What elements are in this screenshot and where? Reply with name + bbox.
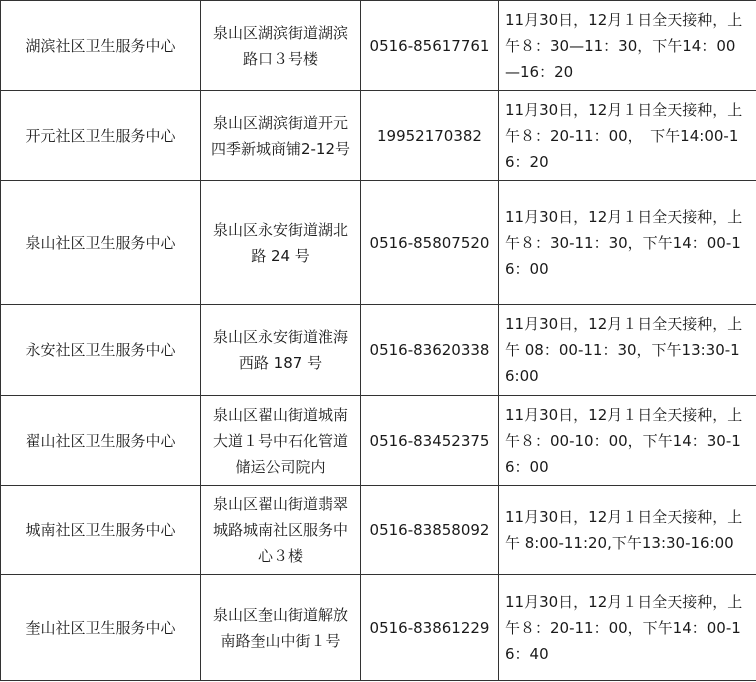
center-name: 奎山社区卫生服务中心	[1, 575, 201, 681]
table-row	[1, 575, 756, 681]
center-address: 泉山区奎山街道解放南路奎山中街１号	[201, 575, 361, 681]
center-phone: 0516-85807520	[361, 181, 499, 305]
vaccination-time: 11月30日，12月１日全天接种，上午８：30-11：30，下午14：00-16：00	[499, 181, 756, 305]
table-body	[1, 1, 756, 681]
center-name: 翟山社区卫生服务中心	[1, 396, 201, 486]
center-name: 泉山社区卫生服务中心	[1, 181, 201, 305]
center-name: 湖滨社区卫生服务中心	[1, 1, 201, 91]
center-phone: 0516-83620338	[361, 305, 499, 396]
vaccination-time: 11月30日，12月１日全天接种，上午８：20-11：00， 下午14:00-16：20	[499, 91, 756, 181]
vaccination-time: 11月30日，12月１日全天接种，上午 8:00-11:20,下午13:30-16:00	[499, 486, 756, 575]
center-address: 泉山区湖滨街道开元四季新城商铺2-12号	[201, 91, 361, 181]
center-phone: 0516-85617761	[361, 1, 499, 91]
table-row	[1, 91, 756, 181]
table-row	[1, 181, 756, 305]
vaccination-time: 11月30日，12月１日全天接种，上午８：20-11：00，下午14：00-16：40	[499, 575, 756, 681]
center-name: 永安社区卫生服务中心	[1, 305, 201, 396]
vaccination-time: 11月30日，12月１日全天接种，上午 08：00-11：30，下午13:30-16:00	[499, 305, 756, 396]
center-name: 开元社区卫生服务中心	[1, 91, 201, 181]
center-address: 泉山区湖滨街道湖滨路口３号楼	[201, 1, 361, 91]
center-address: 泉山区翟山街道翡翠城路城南社区服务中心３楼	[201, 486, 361, 575]
center-address: 泉山区永安街道淮海西路 187 号	[201, 305, 361, 396]
center-phone: 0516-83452375	[361, 396, 499, 486]
center-phone: 0516-83861229	[361, 575, 499, 681]
vaccination-time: 11月30日，12月１日全天接种，上午８：30—11：30，下午14：00—16：20	[499, 1, 756, 91]
center-address: 泉山区永安街道湖北路 24 号	[201, 181, 361, 305]
table-row	[1, 305, 756, 396]
center-phone: 0516-83858092	[361, 486, 499, 575]
vaccination-time: 11月30日，12月１日全天接种，上午８：00-10：00，下午14：30-16：00	[499, 396, 756, 486]
table-row	[1, 486, 756, 575]
center-phone: 19952170382	[361, 91, 499, 181]
table-row	[1, 396, 756, 486]
center-address: 泉山区翟山街道城南大道１号中石化管道储运公司院内	[201, 396, 361, 486]
table-row	[1, 1, 756, 91]
center-name: 城南社区卫生服务中心	[1, 486, 201, 575]
